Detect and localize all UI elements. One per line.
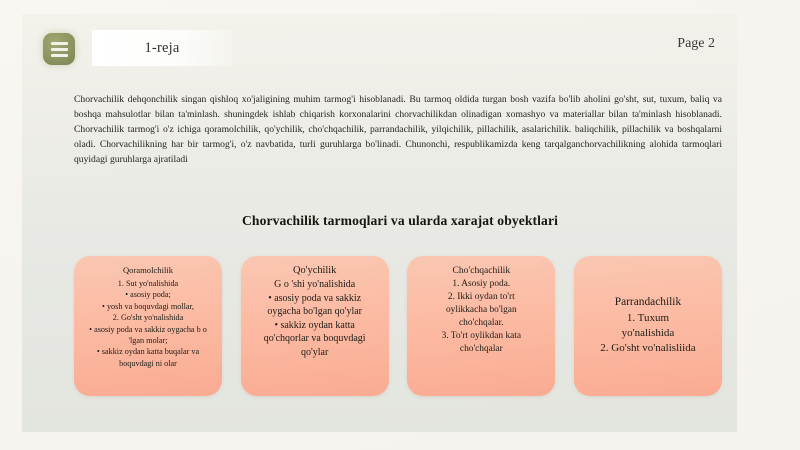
body-paragraph: Chorvachilik dehqonchilik singan qishloq xo'jaligining muhim tarmog'i hisoblanadi. Bu tarmoq oldida turgan bosh vazifa bo'lib aholini go'sht, sut, tuxum, baliq va boshqa mahsulotlar bilan ta'minlash. shuningdek ishlab chiqarish korxonalarini chorvachilikdan olinadigan xomashyo va materiallar bilan ta'minlash hisoblanadi. Chorvachilik tarmog'i o'z ichiga qoramolchilik, qo'ychilik, cho'chqachilik, parrandachilik, yilqichilik, pillachilik, asalarichilik. baliqchilik, pillachilik va boshqalarni oladi. Chorvachilikning har bir tarmog'i, o'z navbatida, turli guruhlarga bo'linadi. Chunonchi, respublikamizda keng tarqalganchorvachilikning alohida tarmoqlari quyidagi guruhlarga ajratiladi — [74, 94, 722, 166]
category-box-line: • asosiy poda va sakkiz — [268, 292, 362, 304]
category-box-line: 1. Asosiy poda. — [452, 279, 511, 289]
hamburger-menu-icon[interactable] — [43, 33, 75, 65]
category-box-line: cho'chqalar — [459, 344, 503, 354]
hamburger-line-3 — [51, 54, 68, 57]
category-box-line: 1. Sut yo'nalishida — [117, 279, 179, 288]
page-number-label: Page 2 — [677, 36, 715, 51]
category-box-line: • yosh va boquvdagi mollar, — [102, 301, 194, 311]
body-paragraph-block — [74, 92, 722, 167]
hamburger-line-1 — [51, 42, 68, 45]
category-box-line: cho'chqalar. — [458, 318, 504, 328]
category-box-line: 2. Go'sht yo'nalishida — [112, 313, 184, 323]
category-box-line: 2. Ikki oydan to'rt — [447, 292, 515, 302]
category-box-chochqachilik[interactable] — [407, 256, 555, 396]
category-box-line: boquvdagi ni olar — [119, 358, 177, 368]
category-box-qoychilik[interactable] — [241, 256, 389, 396]
category-box-lines — [412, 278, 550, 356]
category-box-line: 2. Go'sht vo'nalisliida — [600, 342, 696, 354]
category-box-line: yo'nalishida — [621, 327, 675, 339]
category-box-line: oygacha bo'lgan qo'ylar — [267, 306, 362, 318]
category-box-title: Qo'ychilik — [292, 265, 337, 276]
category-box-line: 'lgan molar; — [128, 336, 168, 346]
category-box-parrandachilik[interactable] — [574, 256, 722, 396]
category-box-lines — [246, 278, 384, 360]
category-box-title: Parrandachilik — [614, 296, 682, 308]
category-box-line: 1. Tuxum — [626, 312, 670, 324]
hamburger-line-2 — [51, 48, 68, 51]
category-box-line: • asosiy poda; — [125, 290, 171, 300]
category-box-row — [74, 256, 722, 401]
category-box-line: G o 'shi yo'nalishida — [274, 279, 356, 290]
category-box-line: • asosiy poda va sakkiz oygacha b o — [89, 324, 207, 334]
slide-header — [22, 26, 737, 74]
category-box-qoramolchilik[interactable] — [74, 256, 222, 396]
slide-title-chip — [92, 30, 232, 66]
section-heading: Chorvachilik tarmoqlari va ularda xarajat obyektlari — [242, 213, 558, 228]
category-box-lines — [579, 311, 717, 356]
category-box-title: Qoramolchilik — [122, 265, 174, 275]
category-box-line: qo'chqorlar va boquvdagi — [263, 333, 366, 345]
category-box-line: qo'ylar — [300, 346, 329, 358]
category-box-line: 3. To'rt oylikdan kata — [441, 331, 522, 341]
page-title: 1-reja — [144, 39, 180, 56]
category-box-line: • sakkiz oydan katta buqalar va — [96, 347, 200, 357]
category-box-title: Cho'chqachilik — [452, 265, 511, 276]
category-box-lines — [79, 278, 217, 369]
category-box-line: • sakkiz oydan katta — [274, 319, 355, 331]
category-box-line: oylikkacha bo'lgan — [445, 305, 517, 315]
